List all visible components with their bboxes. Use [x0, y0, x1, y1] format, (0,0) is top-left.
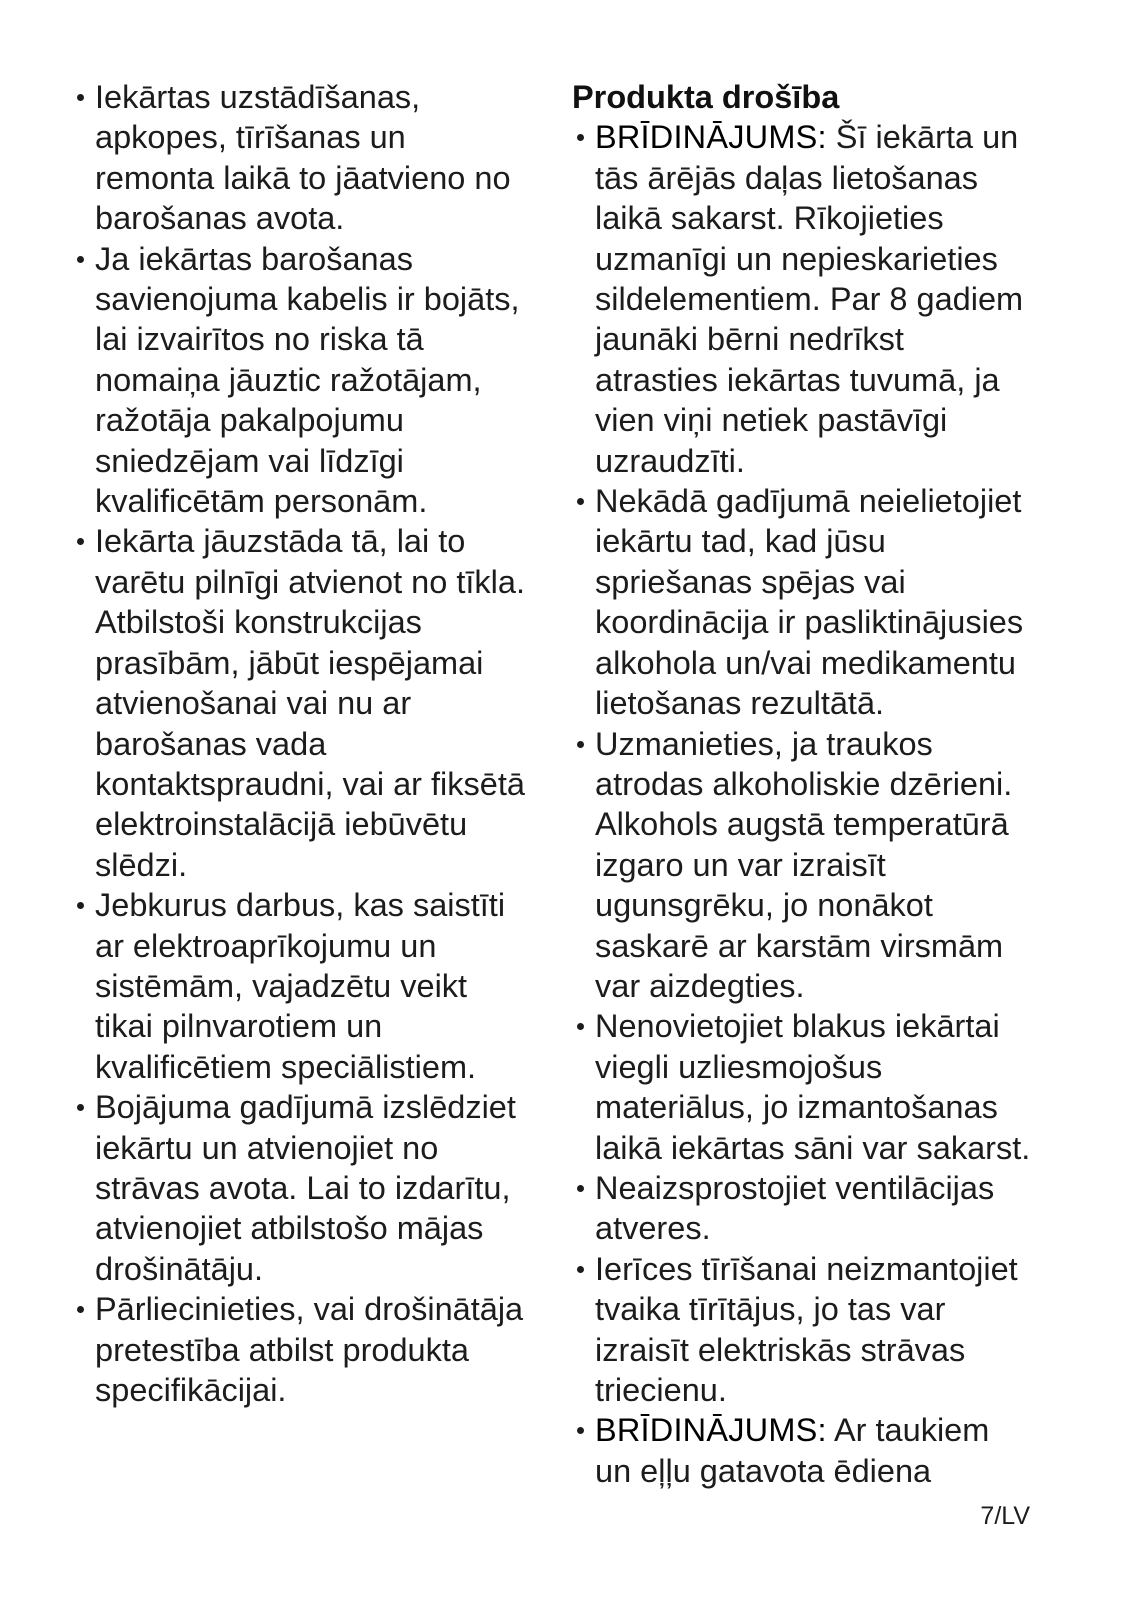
text-line: laikā sakarst. Rīkojieties — [595, 200, 944, 237]
bullet-item — [575, 117, 1045, 481]
bullet-dot-icon — [77, 256, 84, 263]
text-line: Uzmanieties, ja traukos — [595, 725, 933, 762]
text-line: Ierīces tīrīšanai neizmantojiet — [595, 1250, 1018, 1287]
text-line: alkohola un/vai medikamentu — [595, 644, 1016, 681]
text-line: atrodas alkoholiskie dzērieni. — [595, 765, 1013, 802]
bullet-item — [575, 1006, 1045, 1168]
bullet-item — [575, 481, 1045, 723]
bullet-dot-icon — [577, 1023, 584, 1030]
text-line: viegli uzliesmojošus — [595, 1048, 883, 1085]
text-line: laikā iekārtas sāni var sakarst. — [595, 1129, 1031, 1166]
text-line: apkopes, tīrīšanas un — [95, 119, 406, 156]
text-line: Alkohols augstā temperatūrā — [595, 806, 1009, 843]
text-line: izraisīt elektriskās strāvas — [595, 1331, 966, 1368]
text-line: tikai pilnvarotiem un — [95, 1008, 383, 1045]
text-line: barošanas vada — [95, 725, 327, 762]
bullet-dot-icon — [577, 498, 584, 505]
text-line-rest: Ar taukiem — [833, 1412, 990, 1449]
text-line: slēdzi. — [95, 846, 188, 883]
bullet-dot-icon — [577, 1185, 584, 1192]
text-line: iekārtu tad, kad jūsu — [595, 523, 886, 560]
text-line: Ja iekārtas barošanas — [95, 240, 413, 277]
bullet-item — [75, 239, 545, 522]
text-line: iekārtu un atvienojiet no — [95, 1129, 439, 1166]
text-line: var aizdegties. — [595, 967, 805, 1004]
bullet-dot-icon — [577, 1427, 584, 1434]
text-line: ražotāja pakalpojumu — [95, 402, 404, 439]
text-line: materiālus, jo izmantošanas — [595, 1089, 998, 1126]
text-line: remonta laikā to jāatvieno no — [95, 159, 511, 196]
text-line: vien viņi netiek pastāvīgi — [595, 402, 948, 439]
text-line: drošinātāju. — [95, 1250, 264, 1287]
text-line: savienojuma kabelis ir bojāts, — [95, 281, 520, 318]
bullet-item — [75, 1289, 545, 1410]
bullet-item — [75, 521, 545, 885]
bullet-dot-icon — [77, 538, 84, 545]
text-line: spriešanas spējas vai — [595, 563, 906, 600]
text-line: varētu pilnīgi atvienot no tīkla. — [95, 563, 525, 600]
text-line: Neaizsprostojiet ventilācijas — [595, 1169, 995, 1206]
text-line: ar elektroaprīkojumu un — [95, 927, 437, 964]
page-number: 7/LV — [980, 1502, 1030, 1530]
bullet-item — [575, 1249, 1045, 1411]
right-column — [572, 77, 1045, 1491]
text-line-rest: Šī iekārta un — [835, 119, 1019, 156]
text-line: tvaika tīrītājus, jo tas var — [595, 1291, 946, 1328]
bullet-dot-icon — [77, 1104, 84, 1111]
text-line: un eļļu gatavota ēdiena — [595, 1452, 932, 1489]
text-line: koordinācija ir pasliktinājusies — [595, 604, 1024, 641]
text-line: Pārliecinieties, vai drošinātāja — [95, 1291, 524, 1328]
bullet-item — [575, 724, 1045, 1007]
bullet-dot-icon — [577, 1266, 584, 1273]
text-line — [595, 117, 1045, 157]
text-line: tās ārējās daļas lietošanas — [595, 159, 979, 196]
text-line: atvienojiet atbilstošo mājas — [95, 1210, 484, 1247]
text-line: barošanas avota. — [95, 200, 345, 237]
text-line: kontaktspraudni, vai ar fiksētā — [95, 765, 525, 802]
text-line: sildelementiem. Par 8 gadiem — [595, 281, 1024, 318]
bullet-item — [575, 1168, 1045, 1249]
text-line: Nenovietojiet blakus iekārtai — [595, 1008, 1000, 1045]
text-line: izgaro un var izraisīt — [595, 846, 886, 883]
bullet-item — [75, 885, 545, 1087]
bullet-dot-icon — [77, 94, 84, 101]
text-line: pretestība atbilst produkta — [95, 1331, 469, 1368]
text-line: lietošanas rezultātā. — [595, 685, 885, 722]
text-line: saskarē ar karstām virsmām — [595, 927, 1004, 964]
text-line: atvienošanai vai nu ar — [95, 685, 412, 722]
text-line: sistēmām, vajadzētu veikt — [95, 967, 468, 1004]
text-line: Iekārtas uzstādīšanas, — [95, 79, 421, 115]
text-line: uzmanīgi un nepieskarieties — [595, 240, 998, 277]
text-line: atveres. — [595, 1210, 711, 1247]
left-column — [75, 77, 545, 1410]
text-line: jaunāki bērni nedrīkst — [595, 321, 904, 358]
text-line: Nekādā gadījumā neielietojiet — [595, 483, 1022, 520]
bullet-item — [75, 1087, 545, 1289]
text-line: Jebkurus darbus, kas saistīti — [95, 887, 506, 924]
warning-label: BRĪDINĀJUMS: — [595, 119, 827, 156]
bullet-dot-icon — [77, 1306, 84, 1313]
right-bullet-list — [575, 117, 1045, 1491]
text-line: nomaiņa jāuztic ražotājam, — [95, 361, 482, 398]
text-line: elektroinstalācijā iebūvētu — [95, 806, 468, 843]
text-line: Iekārta jāuzstāda tā, lai to — [95, 523, 466, 560]
text-line: atrasties iekārtas tuvumā, ja — [595, 361, 1000, 398]
text-line: triecienu. — [595, 1372, 727, 1408]
text-line: Bojājuma gadījumā izslēdziet — [95, 1089, 516, 1126]
section-heading-product-safety: Produkta drošība — [572, 79, 840, 115]
text-line — [595, 1410, 1045, 1450]
text-line: Atbilstoši konstrukcijas — [95, 604, 422, 641]
text-line: kvalificētiem speciālistiem. — [95, 1048, 477, 1085]
text-line: uzraudzīti. — [595, 442, 745, 479]
bullet-item — [575, 1410, 1045, 1491]
left-bullet-list — [75, 77, 545, 1410]
text-line: ugunsgrēku, jo nonākot — [595, 887, 933, 924]
text-line: strāvas avota. Lai to izdarītu, — [95, 1169, 511, 1206]
bullet-item — [75, 77, 545, 239]
text-line: kvalificētām personām. — [95, 483, 428, 520]
bullet-dot-icon — [577, 741, 584, 748]
text-line: specifikācijai. — [95, 1372, 287, 1408]
bullet-dot-icon — [77, 902, 84, 909]
text-line: prasībām, jābūt iespējamai — [95, 644, 484, 681]
bullet-dot-icon — [577, 134, 584, 141]
warning-label: BRĪDINĀJUMS: — [595, 1412, 827, 1449]
text-line: sniedzējam vai līdzīgi — [95, 442, 404, 479]
text-line: lai izvairītos no riska tā — [95, 321, 424, 358]
